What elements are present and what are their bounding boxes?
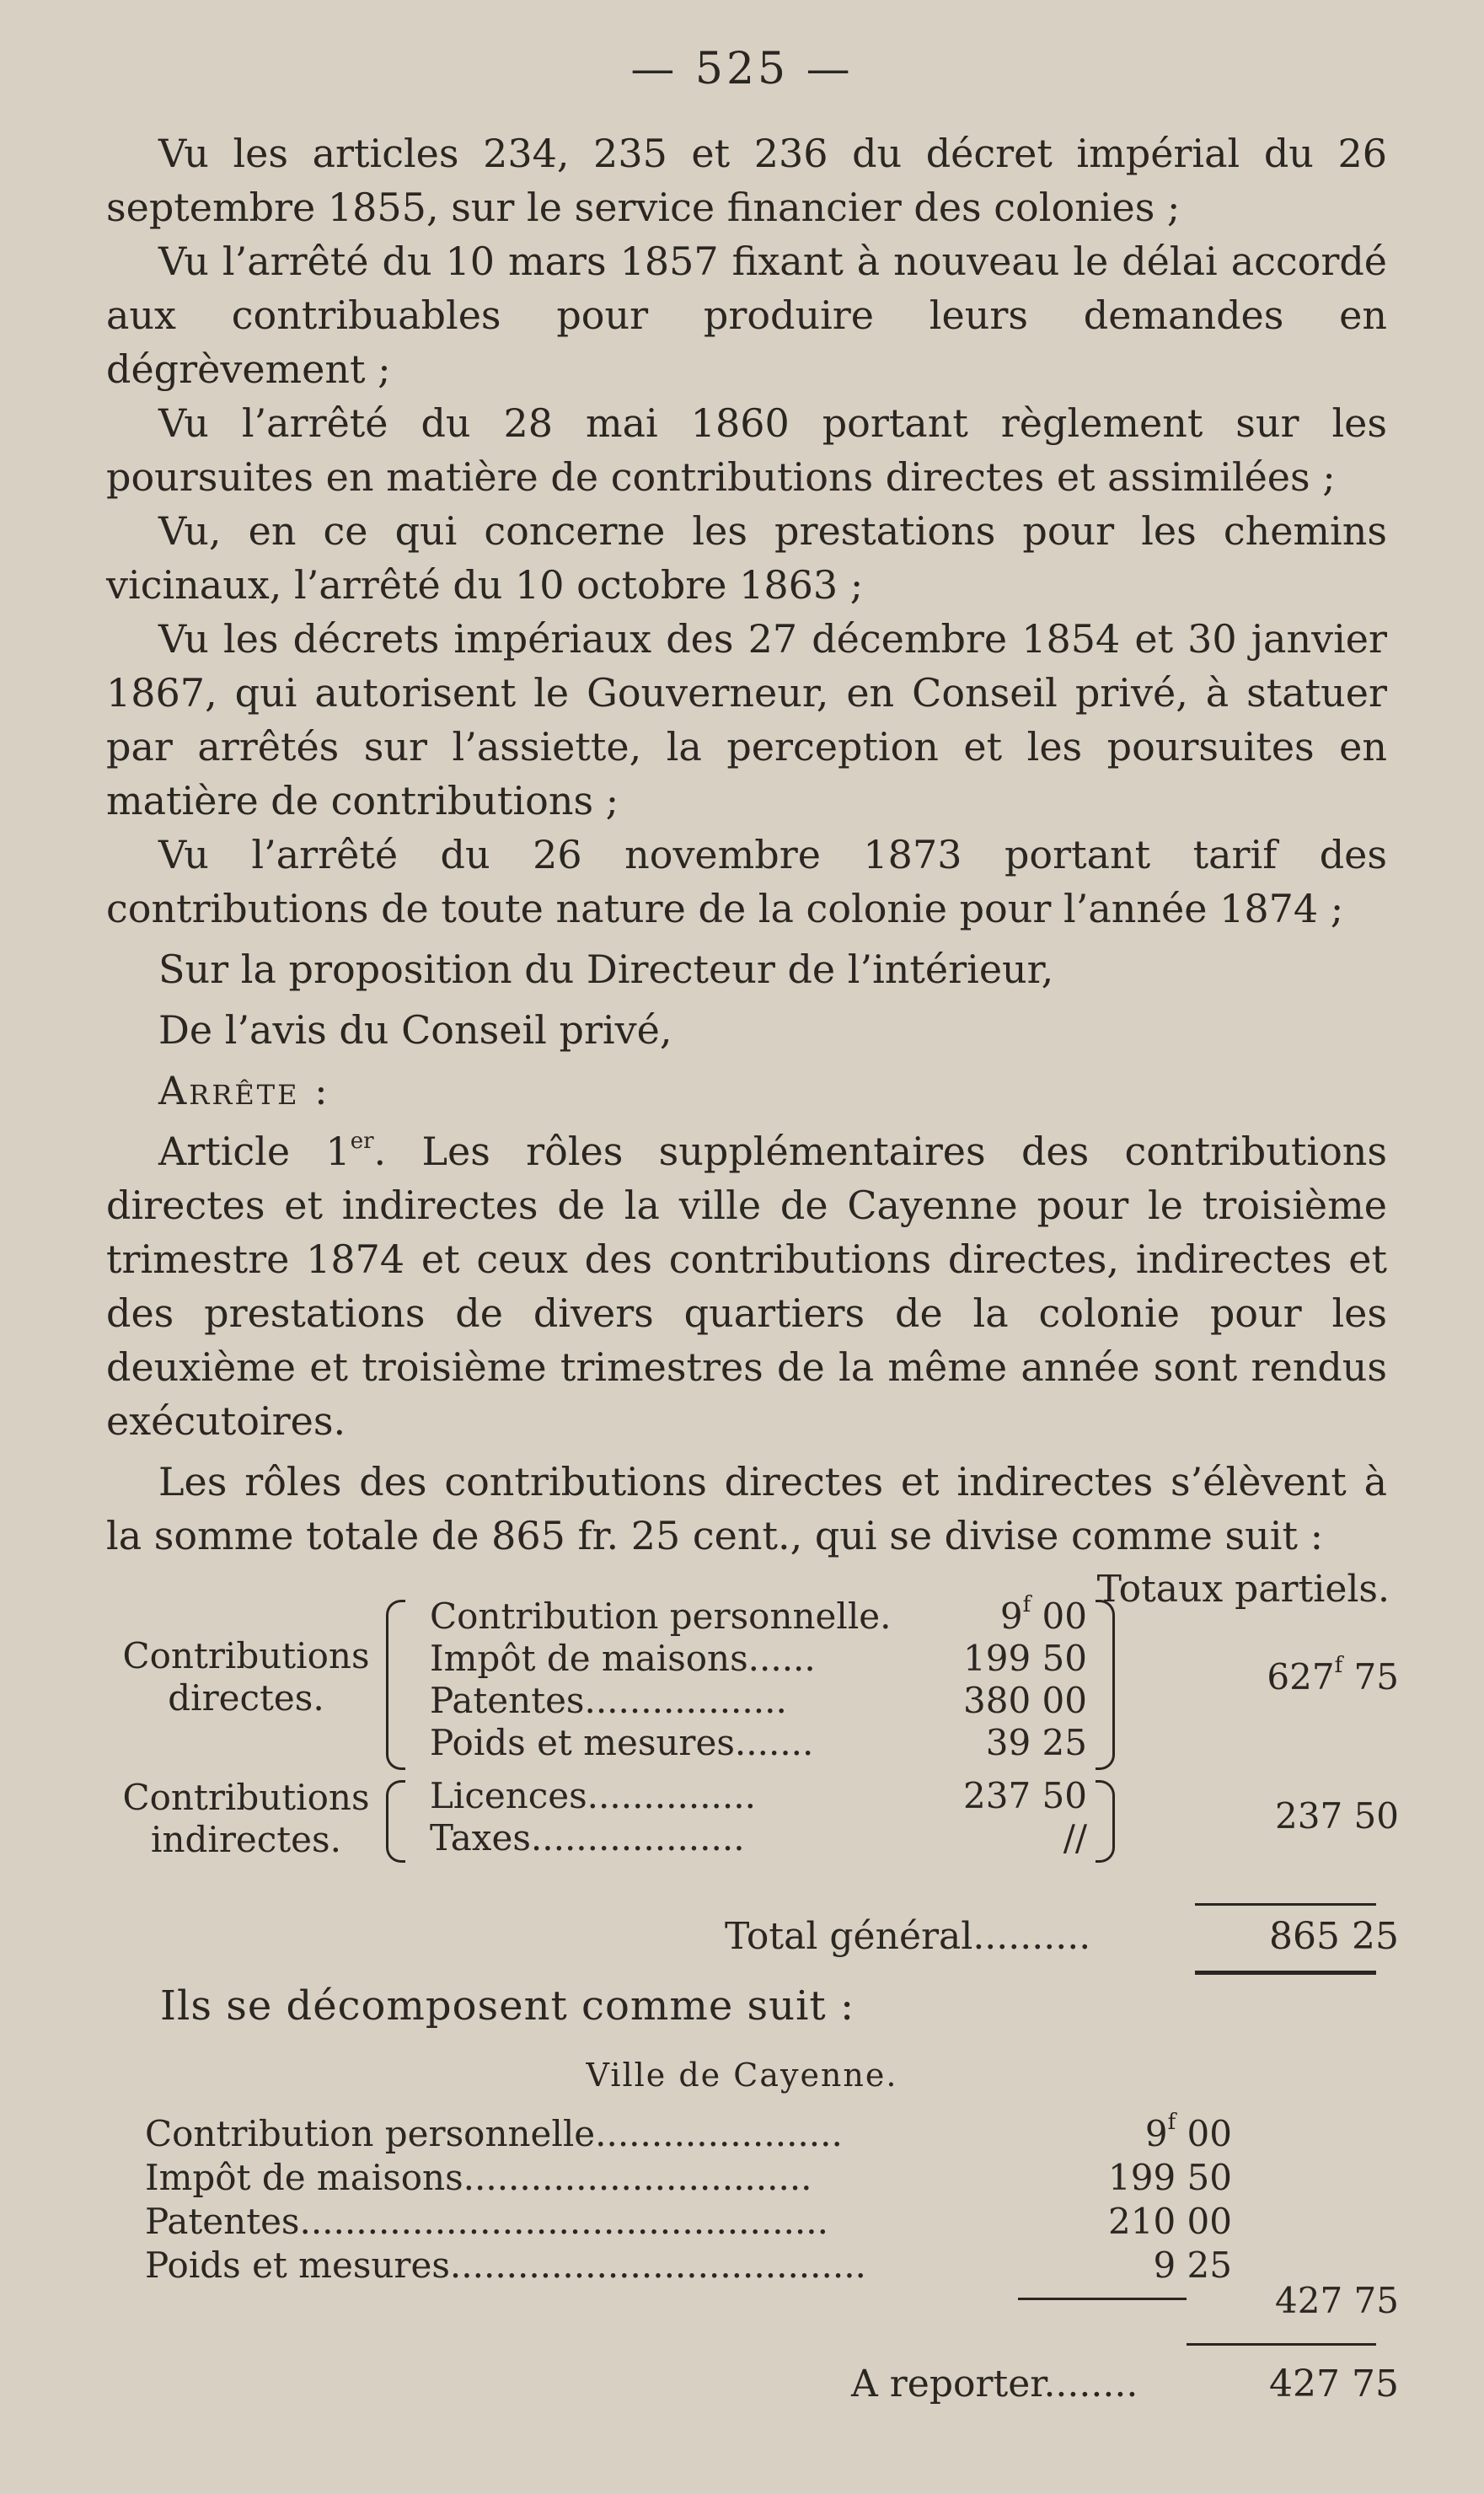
paragraph-vu-arrete-1860: Vu l’arrêté du 28 mai 1860 portant règlement sur les poursuites en matière de contributions directes et assimilées ; — [106, 400, 1387, 500]
row-label: Contribution personnelle...................... — [145, 2113, 843, 2154]
general-total-amount: 865 25 — [1269, 1915, 1399, 1958]
paragraph-proposition: Sur la proposition du Directeur de l’intérieur, — [158, 947, 1054, 992]
paragraph-vu-decrets: Vu les décrets impériaux des 27 décembre 1854 et 30 janvier 1867, qui autorisent le Gouverneur, en Conseil privé, à statuer par arrêtés sur l’assiette, la perception et les poursuites en matière de contributions ; — [106, 616, 1387, 823]
ville-heading: Ville de Cayenne. — [586, 2057, 898, 2094]
rule-below-total — [1195, 1971, 1376, 1975]
decree-preamble — [106, 126, 1387, 1563]
row-amount: 9$^f$ 00 — [1144, 2110, 1232, 2154]
group-total-indirectes: 237 50 — [1275, 1795, 1399, 1837]
rule-ville-items — [1018, 2298, 1187, 2300]
row-amount: 39 25 — [985, 1722, 1087, 1763]
paragraph-vu-chemins: Vu, en ce qui concerne les prestations pour les chemins vicinaux, l’arrêté du 10 octobre 1863 ; — [106, 508, 1387, 608]
arrete-heading: Arrête : — [158, 1068, 330, 1113]
group-label-line2: directes. — [168, 1677, 324, 1719]
decompose-heading: Ils se décomposent comme suit : — [160, 1982, 855, 2030]
table-row — [430, 1775, 1104, 1817]
group-label-line2: indirectes. — [151, 1819, 341, 1860]
rule-ville-subtotal — [1187, 2343, 1376, 2346]
brace-right-directes — [1096, 1600, 1115, 1770]
list-item — [145, 2200, 1409, 2244]
article-text: . Les rôles supplémentaires des contributions directes et indirectes de la ville de Cayenne pour le troisième trimestre 1874 et ceux des contributions directes, indirectes et des prestations de divers quartiers de la colonie pour les deuxième et troisième trimestres de la même année sont rendus exécutoires. — [106, 1129, 1387, 1444]
row-amount: 9$^f$ 00 — [999, 1592, 1087, 1637]
row-label: Licences............... — [430, 1775, 756, 1816]
group-label-line1: Contributions — [122, 1777, 370, 1818]
group-label-directes — [120, 1635, 372, 1719]
table-row — [430, 1638, 1104, 1680]
rule-above-total — [1195, 1903, 1376, 1906]
table-row — [430, 1817, 1104, 1859]
paragraph-vu-articles: Vu les articles 234, 235 et 236 du décret impérial du 26 septembre 1855, sur le service financier des colonies ; — [106, 131, 1387, 230]
brace-left-directes — [386, 1600, 405, 1770]
row-label: Impôt de maisons............................... — [145, 2157, 812, 2198]
row-label: Taxes................... — [430, 1817, 745, 1858]
table-row — [430, 1680, 1104, 1722]
row-label: Contribution personnelle. — [430, 1596, 892, 1637]
table-row — [430, 1722, 1104, 1764]
row-amount: 199 50 — [963, 1638, 1087, 1679]
row-amount: // — [1063, 1817, 1087, 1858]
row-amount: 237 50 — [963, 1775, 1087, 1816]
group-label-line1: Contributions — [122, 1635, 370, 1676]
paragraph-avis: De l’avis du Conseil privé, — [158, 1007, 672, 1053]
paragraph-vu-arrete-1857: Vu l’arrêté du 10 mars 1857 fixant à nouveau le délai accordé aux contribuables pour produire leurs demandes en dégrèvement ; — [106, 239, 1387, 392]
row-amount: 380 00 — [963, 1680, 1087, 1721]
row-label: Poids et mesures..................................... — [145, 2245, 866, 2286]
row-amount: 210 00 — [1108, 2201, 1232, 2242]
brace-left-indirectes — [386, 1780, 405, 1863]
page-number: — 525 — — [630, 44, 854, 94]
row-label: Patentes.................. — [430, 1680, 787, 1721]
list-item — [145, 2112, 1409, 2156]
row-amount: 9 25 — [1153, 2245, 1232, 2286]
paragraph-vu-arrete-1873: Vu l’arrêté du 26 novembre 1873 portant tarif des contributions de toute nature de la colonie pour l’année 1874 ; — [106, 832, 1387, 931]
totals-header: Totaux partiels. — [1096, 1568, 1390, 1611]
article-sup: er — [350, 1129, 374, 1154]
row-amount: 199 50 — [1108, 2157, 1232, 2198]
article-1 — [106, 1124, 1387, 1448]
ville-subtotal: 427 75 — [1275, 2280, 1399, 2321]
list-item — [145, 2156, 1409, 2200]
table-row — [430, 1592, 1104, 1638]
article-prefix: Article 1 — [158, 1129, 351, 1174]
brace-right-indirectes — [1096, 1780, 1115, 1863]
report-amount: 427 75 — [1269, 2363, 1399, 2406]
group-label-indirectes — [120, 1777, 372, 1861]
paragraph-roles: Les rôles des contributions directes et indirectes s’élèvent à la somme totale de 865 fr. 25 cent., qui se divise comme suit : — [106, 1459, 1387, 1558]
row-label: Patentes............................................... — [145, 2201, 828, 2242]
row-label: Impôt de maisons...... — [430, 1638, 816, 1679]
row-label: Poids et mesures....... — [430, 1722, 814, 1763]
general-total-label: Total général.......... — [725, 1915, 1091, 1958]
report-label: A reporter........ — [851, 2363, 1138, 2406]
group-total-directes: 627$^f$ 75 — [1267, 1653, 1399, 1698]
